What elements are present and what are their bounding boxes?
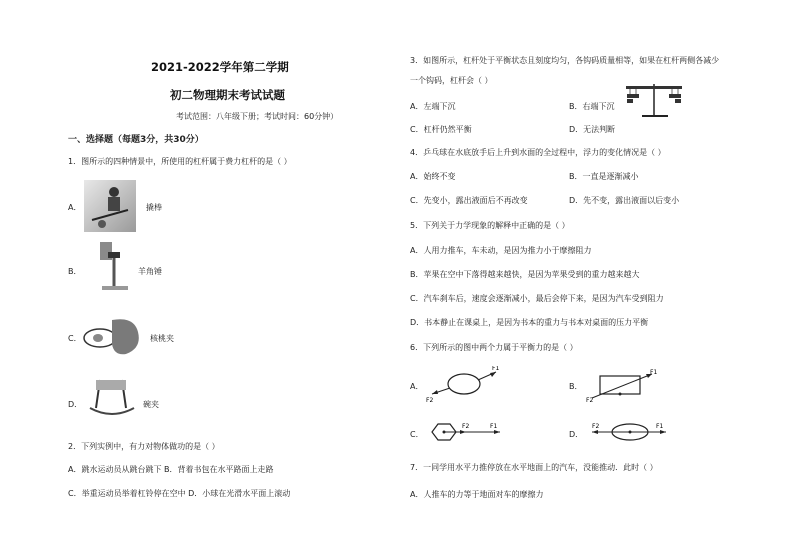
q6-option-b-letter: B． xyxy=(569,382,583,391)
q4-option-b: B．一直是逐渐减小 xyxy=(569,172,639,181)
q2-options-line-2: C．举重运动员举着杠铃停在空中 D．小球在光滑水平面上滚动 xyxy=(68,489,291,498)
q3-stem-line-2: 一个钩码，杠杆会（ ） xyxy=(410,76,493,85)
q6-option-c-force-diagram xyxy=(424,420,504,444)
q7-option-a: A．人推车的力等于地面对车的摩擦力 xyxy=(410,490,544,499)
q1-option-b-caption: 羊角锤 xyxy=(138,267,162,276)
q3-option-c: C．杠杆仍然平衡 xyxy=(410,125,472,134)
q2-options-line-1: A．跳水运动员从跳台跳下 B．背着书包在水平路面上走路 xyxy=(68,465,274,474)
q3-option-b: B．右端下沉 xyxy=(569,102,615,111)
q1-crowbar-photo xyxy=(84,180,136,232)
q6-d-f2-label: F2 xyxy=(592,423,600,430)
q1-option-b-letter: B． xyxy=(68,267,82,276)
q6-d-f1-label: F1 xyxy=(656,423,664,430)
q6-option-a-force-diagram xyxy=(424,366,504,402)
q4-option-d: D．先不变，露出液面以后变小 xyxy=(569,196,680,205)
exam-scope: 考试范围：八年级下册；考试时间：60分钟） xyxy=(176,112,339,121)
q7-stem: 7．一同学用水平力推停放在水平地面上的汽车，没能推动．此时（ ） xyxy=(410,463,658,472)
q4-option-c: C．先变小，露出液面后不再改变 xyxy=(410,196,528,205)
section-heading: 一、选择题（每题3分，共30分） xyxy=(68,135,204,145)
q1-nutcracker-photo xyxy=(82,314,146,358)
q1-option-c-letter: C． xyxy=(68,334,82,343)
q5-option-d: D．书本静止在课桌上，是因为书本的重力与书本对桌面的压力平衡 xyxy=(410,318,649,327)
q3-stem-line-1: 3．如图所示，杠杆处于平衡状态且刻度均匀，各钩码质量相等，如果在杠杆两侧各减少 xyxy=(410,56,720,65)
q3-lever-diagram xyxy=(624,80,684,120)
q1-option-a-letter: A． xyxy=(68,203,82,212)
q1-option-c-caption: 核桃夹 xyxy=(150,334,174,343)
q6-option-d-letter: D． xyxy=(569,430,584,439)
q1-hammer-photo xyxy=(96,240,132,296)
q3-option-a: A．左端下沉 xyxy=(410,102,456,111)
q6-b-f1-label: F1 xyxy=(650,369,658,376)
q5-option-a: A．人用力推车，车未动，是因为推力小于摩擦阻力 xyxy=(410,246,592,255)
q5-option-c: C．汽车刹车后，速度会逐渐减小，最后会停下来，是因为汽车受到阻力 xyxy=(410,294,664,303)
q6-option-c-letter: C． xyxy=(410,430,424,439)
q4-stem: 4．乒乓球在水底放手后上升到水面的全过程中，浮力的变化情况是（ ） xyxy=(410,148,666,157)
q6-a-f2-label: F2 xyxy=(426,397,434,402)
q6-a-f1-label: F1 xyxy=(492,366,500,372)
q6-stem: 6．下列所示的图中两个力属于平衡力的是（ ） xyxy=(410,343,578,352)
exam-year-title: 2021-2022学年第二学期 xyxy=(151,60,289,74)
q6-c-f1-label: F1 xyxy=(490,423,498,430)
exam-title: 初二物理期末考试试题 xyxy=(170,88,285,102)
q6-c-f2-label: F2 xyxy=(462,423,470,430)
q1-option-a-caption: 撬棒 xyxy=(146,203,162,212)
q6-b-f2-label: F2 xyxy=(586,397,594,404)
q5-stem: 5．下列关于力学现象的解释中正确的是（ ） xyxy=(410,221,570,230)
q6-option-a-letter: A． xyxy=(410,382,424,391)
q2-stem: 2．下列实例中，有力对物体做功的是（ ） xyxy=(68,442,220,451)
q6-option-d-force-diagram xyxy=(586,420,672,444)
q6-option-b-force-diagram xyxy=(586,368,666,404)
q3-option-d: D．无法判断 xyxy=(569,125,616,134)
q1-option-d-letter: D． xyxy=(68,400,83,409)
q1-stem: 1．图所示的四种情景中，所使用的杠杆属于费力杠杆的是（ ） xyxy=(68,157,292,166)
q1-bowl-clip-photo xyxy=(86,378,138,420)
q4-option-a: A．始终不变 xyxy=(410,172,456,181)
q1-option-d-caption: 碗夹 xyxy=(143,400,159,409)
q5-option-b: B．苹果在空中下落得越来越快，是因为苹果受到的重力越来越大 xyxy=(410,270,640,279)
